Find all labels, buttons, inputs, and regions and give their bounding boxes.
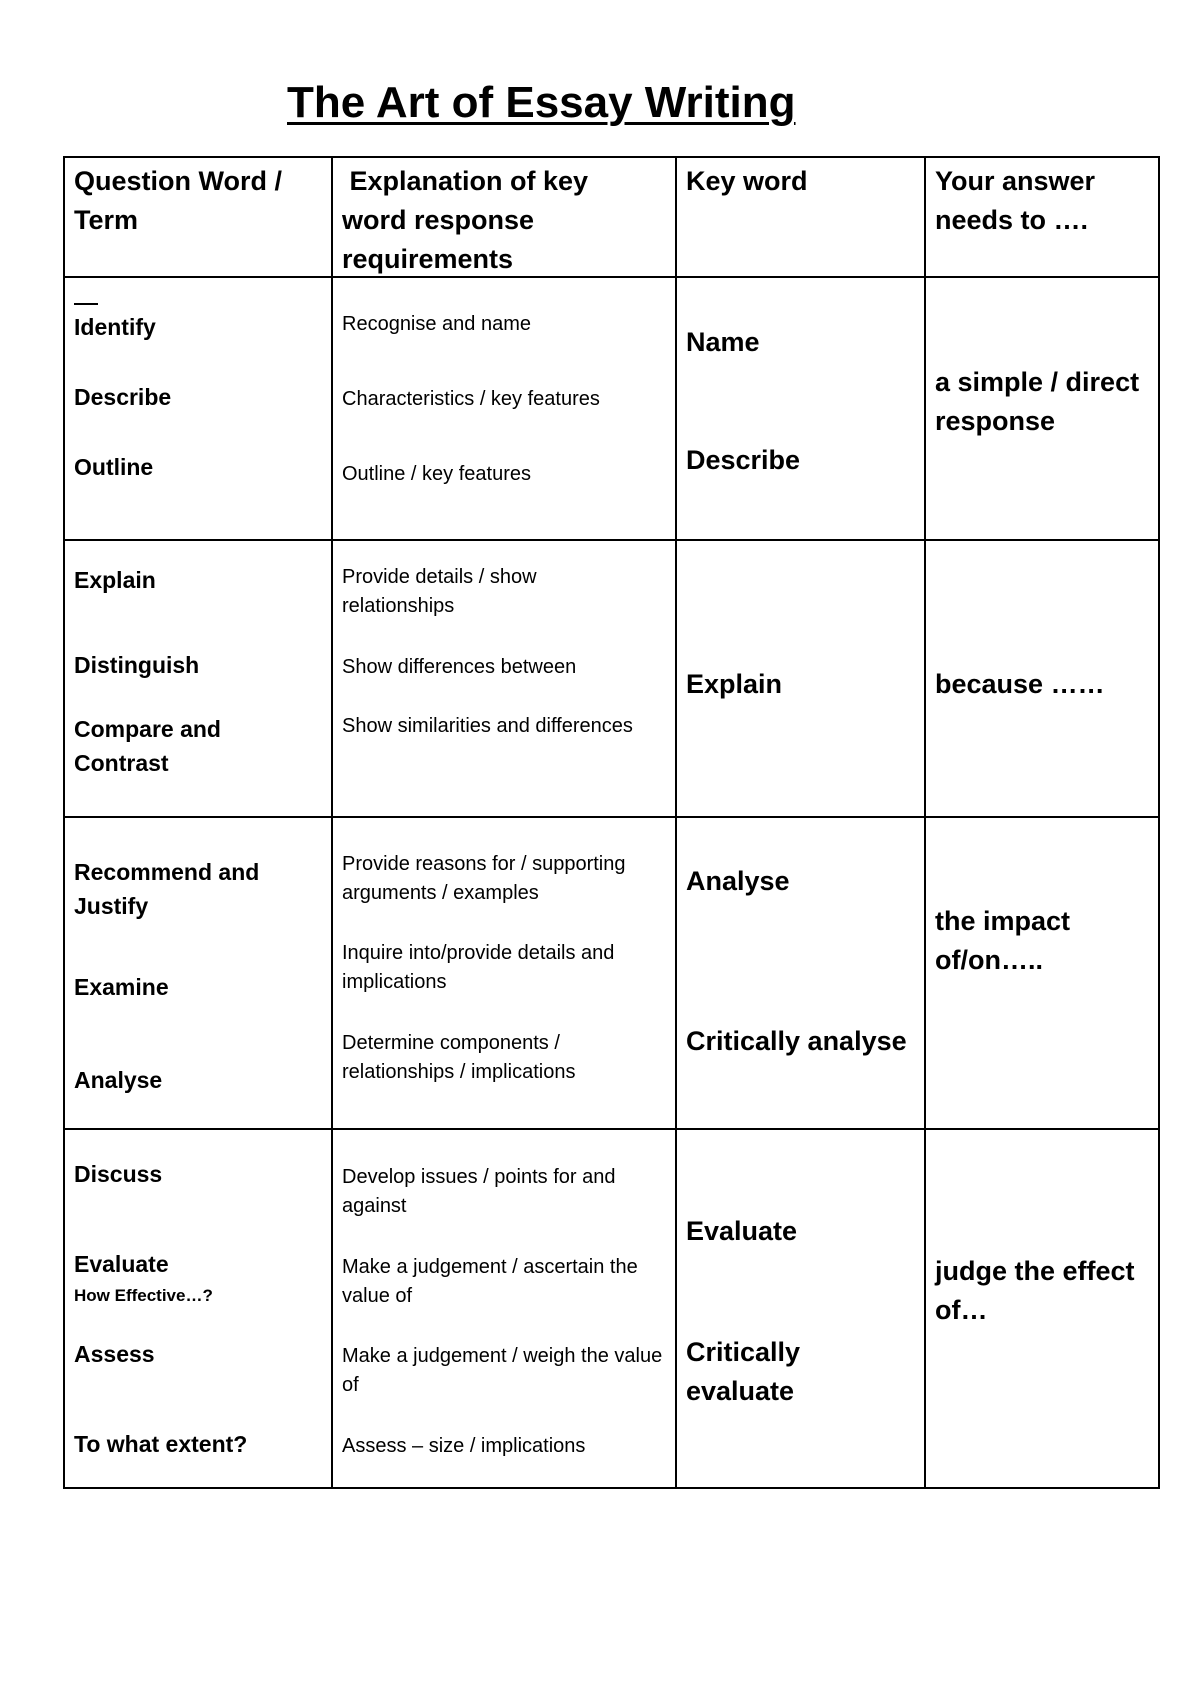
header-explanation: Explanation of key word response requirements [342,166,596,274]
header-question-word: Question Word / Term [74,166,282,235]
explanation-explain: Provide details / show relationships [342,566,537,617]
column-divider [331,156,333,1489]
explanation-identify: Recognise and name [342,313,532,335]
row-divider [63,1128,1160,1130]
explanation-analyse: Determine components / relationships / implications [342,1032,576,1083]
column-divider [675,156,677,1489]
explanation-assess: Make a judgement / weigh the value of [342,1345,663,1396]
keyword-analyse: Analyse [686,866,790,896]
explanation-compare-contrast: Show similarities and differences [342,715,633,737]
term-distinguish: Distinguish [74,652,200,678]
term-assess: Assess [74,1341,155,1367]
page-title: The Art of Essay Writing [287,78,796,127]
answer-because: because …… [935,669,1105,699]
term-identify: Identify [74,314,156,340]
term-analyse: Analyse [74,1067,163,1093]
explanation-describe: Characteristics / key features [342,388,600,410]
keyword-describe: Describe [686,445,801,475]
column-divider [924,156,926,1489]
term-compare-contrast: Compare and Contrast [74,716,221,776]
explanation-outline: Outline / key features [342,463,531,485]
dash-mark [74,303,98,305]
term-examine: Examine [74,974,169,1000]
explanation-examine: Inquire into/provide details and implications [342,942,615,993]
keyword-evaluate: Evaluate [686,1216,798,1246]
keyword-critically-analyse: Critically analyse [686,1026,907,1056]
table-border-left [63,156,65,1489]
term-explain: Explain [74,567,156,593]
answer-impact: the impact of/on….. [935,906,1071,975]
term-describe: Describe [74,384,172,410]
explanation-to-what-extent: Assess – size / implications [342,1435,586,1457]
row-divider [63,816,1160,818]
term-discuss: Discuss [74,1161,163,1187]
explanation-recommend-justify: Provide reasons for / supporting arguments / examples [342,853,626,904]
term-evaluate-note: How Effective…? [74,1286,213,1305]
table-border-bottom [63,1487,1160,1489]
header-key-word: Key word [686,166,808,196]
explanation-distinguish: Show differences between [342,656,577,678]
explanation-evaluate: Make a judgement / ascertain the value of [342,1256,638,1307]
row-divider [63,539,1160,541]
table-border-top [63,156,1160,158]
answer-judge-effect: judge the effect of… [935,1256,1135,1325]
table-border-right [1158,156,1160,1489]
term-to-what-extent: To what extent? [74,1431,248,1457]
answer-simple-response: a simple / direct response [935,367,1140,436]
header-your-answer: Your answer needs to …. [935,166,1096,235]
term-evaluate: Evaluate [74,1251,169,1277]
term-outline: Outline [74,454,154,480]
keyword-explain: Explain [686,669,783,699]
keyword-critically-evaluate: Critically evaluate [686,1337,801,1406]
term-recommend-justify: Recommend and Justify [74,859,260,919]
explanation-discuss: Develop issues / points for and against [342,1166,616,1217]
keyword-name: Name [686,327,760,357]
